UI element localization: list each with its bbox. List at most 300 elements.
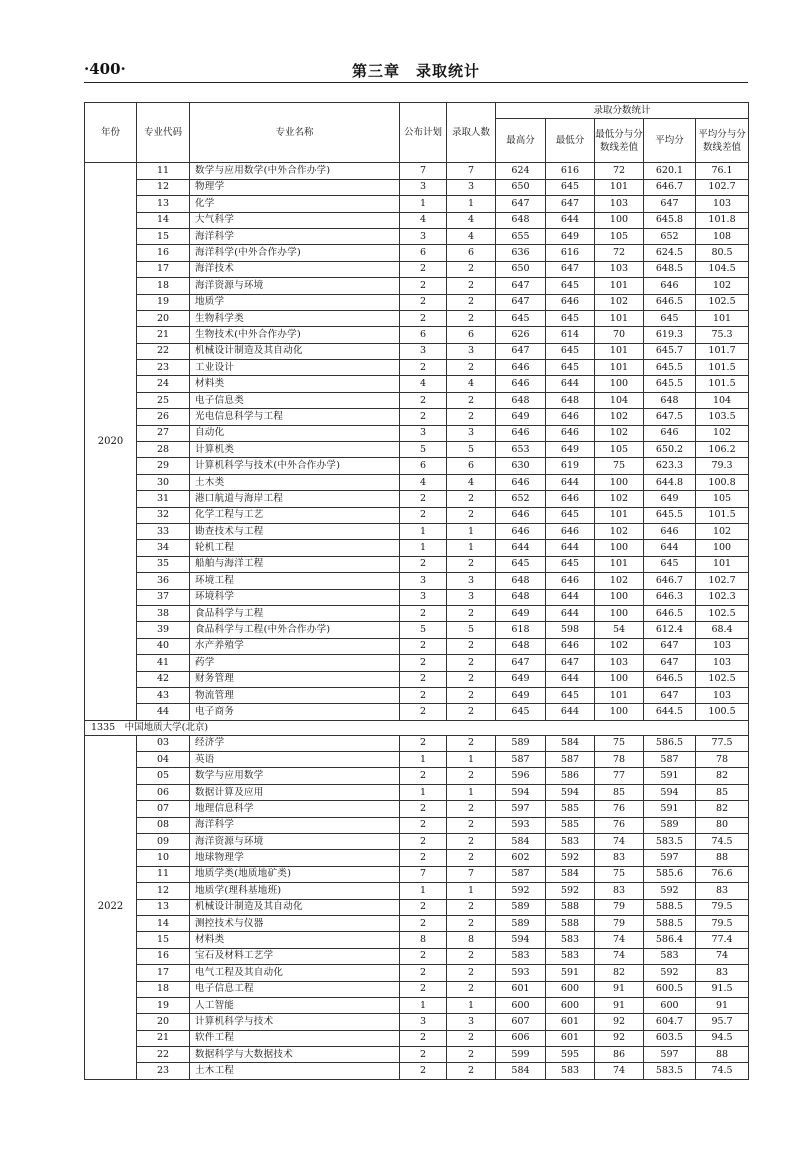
cell-name: 土木工程: [190, 1063, 400, 1079]
cell-name: 地质学(理科基地班): [190, 883, 400, 899]
cell-min_diff: 79: [595, 899, 644, 915]
table-row: [85, 573, 749, 589]
cell-avg: 647: [644, 638, 696, 654]
cell-max: 645: [496, 556, 546, 572]
table-row: [85, 589, 749, 605]
cell-code: 22: [137, 343, 190, 359]
cell-code: 33: [137, 523, 190, 539]
cell-name: 土木类: [190, 474, 400, 490]
cell-code: 13: [137, 196, 190, 212]
cell-admitted: 6: [447, 327, 496, 343]
cell-min_diff: 101: [595, 360, 644, 376]
cell-max: 600: [496, 997, 546, 1013]
cell-min: 646: [546, 573, 595, 589]
cell-admitted: 2: [447, 261, 496, 277]
cell-avg: 623.3: [644, 458, 696, 474]
cell-plan: 7: [400, 163, 447, 179]
cell-name: 机械设计制造及其自动化: [190, 343, 400, 359]
table-row: [85, 965, 749, 981]
cell-avg: 647: [644, 655, 696, 671]
cell-avg_diff: 91: [696, 997, 749, 1013]
admission-table: [84, 102, 749, 1080]
cell-name: 海洋科学(中外合作办学): [190, 245, 400, 261]
cell-avg_diff: 88: [696, 1047, 749, 1063]
cell-name: 海洋资源与环境: [190, 278, 400, 294]
cell-min_diff: 100: [595, 376, 644, 392]
cell-code: 19: [137, 997, 190, 1013]
cell-admitted: 1: [447, 196, 496, 212]
cell-code: 11: [137, 866, 190, 882]
cell-code: 22: [137, 1047, 190, 1063]
cell-min: 645: [546, 687, 595, 703]
cell-avg: 585.6: [644, 866, 696, 882]
table-row: [85, 997, 749, 1013]
cell-admitted: 7: [447, 866, 496, 882]
cell-min: 648: [546, 392, 595, 408]
cell-plan: 2: [400, 507, 447, 523]
cell-avg_diff: 103: [696, 655, 749, 671]
cell-min: 645: [546, 343, 595, 359]
cell-plan: 2: [400, 360, 447, 376]
cell-plan: 6: [400, 245, 447, 261]
cell-max: 589: [496, 899, 546, 915]
cell-plan: 1: [400, 540, 447, 556]
cell-avg: 646.7: [644, 573, 696, 589]
cell-code: 15: [137, 228, 190, 244]
cell-avg: 644.8: [644, 474, 696, 490]
page-header: [84, 56, 748, 82]
table-row: [85, 491, 749, 507]
cell-code: 38: [137, 605, 190, 621]
cell-plan: 2: [400, 294, 447, 310]
cell-avg: 619.3: [644, 327, 696, 343]
cell-max: 606: [496, 1030, 546, 1046]
cell-avg_diff: 101.5: [696, 376, 749, 392]
cell-admitted: 2: [447, 850, 496, 866]
cell-min_diff: 102: [595, 425, 644, 441]
cell-avg_diff: 82: [696, 768, 749, 784]
cell-name: 海洋资源与环境: [190, 834, 400, 850]
cell-min_diff: 83: [595, 850, 644, 866]
cell-admitted: 2: [447, 409, 496, 425]
table-row: [85, 915, 749, 931]
table-row: [85, 392, 749, 408]
cell-name: 地理信息科学: [190, 801, 400, 817]
cell-min_diff: 70: [595, 327, 644, 343]
cell-code: 10: [137, 850, 190, 866]
cell-code: 07: [137, 801, 190, 817]
table-row: [85, 245, 749, 261]
cell-name: 财务管理: [190, 671, 400, 687]
cell-name: 英语: [190, 752, 400, 768]
cell-code: 13: [137, 899, 190, 915]
table-row: [85, 883, 749, 899]
cell-admitted: 2: [447, 735, 496, 751]
cell-plan: 2: [400, 1047, 447, 1063]
cell-admitted: 6: [447, 458, 496, 474]
cell-name: 电子信息工程: [190, 981, 400, 997]
cell-admitted: 1: [447, 523, 496, 539]
cell-avg_diff: 74.5: [696, 834, 749, 850]
cell-admitted: 1: [447, 883, 496, 899]
cell-avg: 647: [644, 196, 696, 212]
cell-plan: 3: [400, 228, 447, 244]
cell-admitted: 2: [447, 1030, 496, 1046]
cell-avg: 645.5: [644, 360, 696, 376]
cell-name: 生物科学类: [190, 310, 400, 326]
cell-name: 勘查技术与工程: [190, 523, 400, 539]
cell-min_diff: 72: [595, 163, 644, 179]
cell-max: 646: [496, 360, 546, 376]
cell-admitted: 5: [447, 622, 496, 638]
cell-min_diff: 85: [595, 784, 644, 800]
cell-admitted: 3: [447, 425, 496, 441]
cell-min_diff: 74: [595, 1063, 644, 1079]
cell-admitted: 2: [447, 638, 496, 654]
cell-avg: 644: [644, 540, 696, 556]
cell-min_diff: 72: [595, 245, 644, 261]
table-row: [85, 261, 749, 277]
cell-avg_diff: 101: [696, 310, 749, 326]
cell-avg: 647.5: [644, 409, 696, 425]
cell-plan: 2: [400, 768, 447, 784]
cell-min: 588: [546, 899, 595, 915]
cell-plan: 2: [400, 899, 447, 915]
cell-plan: 3: [400, 589, 447, 605]
cell-admitted: 3: [447, 179, 496, 195]
cell-plan: 2: [400, 704, 447, 720]
cell-plan: 1: [400, 196, 447, 212]
cell-avg_diff: 104.5: [696, 261, 749, 277]
cell-avg: 588.5: [644, 915, 696, 931]
cell-admitted: 2: [447, 1047, 496, 1063]
cell-min: 600: [546, 997, 595, 1013]
cell-max: 599: [496, 1047, 546, 1063]
cell-plan: 4: [400, 474, 447, 490]
cell-avg_diff: 102.7: [696, 179, 749, 195]
table-row: [85, 360, 749, 376]
cell-max: 587: [496, 752, 546, 768]
cell-avg_diff: 102.3: [696, 589, 749, 605]
cell-max: 594: [496, 932, 546, 948]
page-number: ·400·: [84, 60, 126, 78]
table-row: [85, 1014, 749, 1030]
cell-avg: 646.3: [644, 589, 696, 605]
cell-avg_diff: 80: [696, 817, 749, 833]
cell-avg_diff: 85: [696, 784, 749, 800]
cell-code: 23: [137, 360, 190, 376]
cell-admitted: 2: [447, 948, 496, 964]
cell-avg: 589: [644, 817, 696, 833]
table-row: [85, 409, 749, 425]
cell-name: 食品科学与工程: [190, 605, 400, 621]
cell-code: 05: [137, 768, 190, 784]
cell-avg: 646: [644, 523, 696, 539]
cell-avg_diff: 101.7: [696, 343, 749, 359]
cell-plan: 7: [400, 866, 447, 882]
header-name: 专业名称: [190, 103, 400, 163]
cell-admitted: 2: [447, 965, 496, 981]
table-row: [85, 866, 749, 882]
cell-avg: 592: [644, 965, 696, 981]
cell-min: 600: [546, 981, 595, 997]
cell-code: 37: [137, 589, 190, 605]
cell-max: 648: [496, 589, 546, 605]
cell-avg_diff: 79.5: [696, 915, 749, 931]
table-row: [85, 752, 749, 768]
cell-avg_diff: 91.5: [696, 981, 749, 997]
table-row: [85, 179, 749, 195]
cell-admitted: 2: [447, 834, 496, 850]
cell-avg: 583: [644, 948, 696, 964]
cell-code: 32: [137, 507, 190, 523]
cell-admitted: 2: [447, 294, 496, 310]
cell-max: 649: [496, 687, 546, 703]
cell-plan: 2: [400, 310, 447, 326]
cell-admitted: 4: [447, 474, 496, 490]
cell-avg: 583.5: [644, 834, 696, 850]
cell-plan: 3: [400, 425, 447, 441]
cell-plan: 4: [400, 212, 447, 228]
cell-name: 数学与应用数学: [190, 768, 400, 784]
cell-max: 584: [496, 1063, 546, 1079]
cell-plan: 3: [400, 1014, 447, 1030]
cell-name: 数据计算及应用: [190, 784, 400, 800]
cell-min_diff: 75: [595, 866, 644, 882]
cell-min_diff: 100: [595, 605, 644, 621]
cell-plan: 2: [400, 801, 447, 817]
cell-admitted: 2: [447, 491, 496, 507]
cell-admitted: 2: [447, 687, 496, 703]
cell-avg_diff: 102.7: [696, 573, 749, 589]
cell-admitted: 2: [447, 278, 496, 294]
cell-admitted: 2: [447, 1063, 496, 1079]
table-row: [85, 278, 749, 294]
cell-min: 646: [546, 409, 595, 425]
cell-min_diff: 101: [595, 179, 644, 195]
cell-max: 655: [496, 228, 546, 244]
cell-name: 光电信息科学与工程: [190, 409, 400, 425]
cell-max: 646: [496, 507, 546, 523]
cell-admitted: 2: [447, 671, 496, 687]
cell-plan: 2: [400, 834, 447, 850]
cell-min_diff: 102: [595, 409, 644, 425]
cell-min_diff: 102: [595, 491, 644, 507]
university-row: [85, 720, 749, 735]
cell-name: 药学: [190, 655, 400, 671]
cell-min_diff: 76: [595, 801, 644, 817]
table-row: [85, 523, 749, 539]
cell-plan: 1: [400, 997, 447, 1013]
table-row: [85, 458, 749, 474]
cell-avg_diff: 103: [696, 687, 749, 703]
cell-min: 583: [546, 1063, 595, 1079]
cell-code: 03: [137, 735, 190, 751]
header-avg-diff: 平均分与分数线差值: [696, 119, 749, 163]
cell-name: 地质学类(地质地矿类): [190, 866, 400, 882]
cell-avg: 645.8: [644, 212, 696, 228]
cell-max: 583: [496, 948, 546, 964]
cell-max: 648: [496, 638, 546, 654]
cell-name: 经济学: [190, 735, 400, 751]
cell-min: 619: [546, 458, 595, 474]
cell-plan: 2: [400, 278, 447, 294]
cell-plan: 3: [400, 179, 447, 195]
cell-code: 20: [137, 1014, 190, 1030]
cell-code: 44: [137, 704, 190, 720]
cell-avg: 646.5: [644, 294, 696, 310]
cell-min_diff: 101: [595, 507, 644, 523]
cell-plan: 2: [400, 556, 447, 572]
cell-admitted: 4: [447, 212, 496, 228]
cell-code: 40: [137, 638, 190, 654]
cell-code: 12: [137, 179, 190, 195]
cell-max: 646: [496, 376, 546, 392]
cell-name: 数据科学与大数据技术: [190, 1047, 400, 1063]
cell-name: 机械设计制造及其自动化: [190, 899, 400, 915]
cell-plan: 5: [400, 622, 447, 638]
cell-plan: 1: [400, 784, 447, 800]
cell-min: 601: [546, 1014, 595, 1030]
cell-admitted: 8: [447, 932, 496, 948]
cell-admitted: 2: [447, 556, 496, 572]
cell-avg: 591: [644, 768, 696, 784]
cell-code: 09: [137, 834, 190, 850]
cell-plan: 2: [400, 409, 447, 425]
table-row: [85, 1047, 749, 1063]
cell-plan: 6: [400, 458, 447, 474]
cell-admitted: 3: [447, 1014, 496, 1030]
cell-code: 27: [137, 425, 190, 441]
cell-max: 647: [496, 294, 546, 310]
cell-code: 25: [137, 392, 190, 408]
cell-avg: 603.5: [644, 1030, 696, 1046]
cell-avg_diff: 101.8: [696, 212, 749, 228]
cell-name: 人工智能: [190, 997, 400, 1013]
cell-max: 624: [496, 163, 546, 179]
cell-min: 585: [546, 817, 595, 833]
cell-max: 649: [496, 671, 546, 687]
cell-name: 软件工程: [190, 1030, 400, 1046]
cell-max: 584: [496, 834, 546, 850]
cell-min_diff: 75: [595, 735, 644, 751]
cell-name: 海洋科学: [190, 817, 400, 833]
cell-min_diff: 101: [595, 310, 644, 326]
cell-plan: 5: [400, 442, 447, 458]
cell-avg_diff: 102: [696, 425, 749, 441]
cell-max: 647: [496, 343, 546, 359]
cell-avg_diff: 102.5: [696, 605, 749, 621]
cell-admitted: 3: [447, 573, 496, 589]
cell-avg: 645.7: [644, 343, 696, 359]
cell-admitted: 1: [447, 752, 496, 768]
cell-min_diff: 83: [595, 883, 644, 899]
cell-min: 616: [546, 245, 595, 261]
cell-min_diff: 103: [595, 196, 644, 212]
cell-admitted: 1: [447, 997, 496, 1013]
cell-name: 材料类: [190, 376, 400, 392]
cell-avg_diff: 74.5: [696, 1063, 749, 1079]
cell-plan: 2: [400, 948, 447, 964]
cell-name: 计算机科学与技术(中外合作办学): [190, 458, 400, 474]
cell-avg_diff: 100: [696, 540, 749, 556]
cell-min: 644: [546, 540, 595, 556]
cell-code: 29: [137, 458, 190, 474]
cell-max: 648: [496, 212, 546, 228]
cell-avg: 586.5: [644, 735, 696, 751]
cell-name: 物流管理: [190, 687, 400, 703]
header-code: 专业代码: [137, 103, 190, 163]
cell-code: 21: [137, 1030, 190, 1046]
table-row: [85, 376, 749, 392]
cell-max: 649: [496, 605, 546, 621]
cell-avg: 648: [644, 392, 696, 408]
cell-code: 36: [137, 573, 190, 589]
cell-min_diff: 74: [595, 948, 644, 964]
cell-code: 15: [137, 932, 190, 948]
cell-min: 583: [546, 834, 595, 850]
cell-min: 644: [546, 589, 595, 605]
cell-min: 591: [546, 965, 595, 981]
cell-min: 645: [546, 179, 595, 195]
header-year: 年份: [85, 103, 137, 163]
university-name: 1335 中国地质大学(北京): [85, 720, 749, 735]
cell-name: 数学与应用数学(中外合作办学): [190, 163, 400, 179]
cell-avg_diff: 101.5: [696, 507, 749, 523]
cell-avg_diff: 83: [696, 883, 749, 899]
cell-min: 583: [546, 932, 595, 948]
cell-avg_diff: 103: [696, 196, 749, 212]
year-cell: 2020: [85, 163, 137, 720]
cell-min_diff: 104: [595, 392, 644, 408]
cell-admitted: 2: [447, 817, 496, 833]
cell-avg_diff: 101: [696, 556, 749, 572]
cell-max: 653: [496, 442, 546, 458]
cell-avg_diff: 68.4: [696, 622, 749, 638]
cell-avg_diff: 103: [696, 638, 749, 654]
table-row: [85, 212, 749, 228]
cell-min_diff: 77: [595, 768, 644, 784]
cell-avg: 646.7: [644, 179, 696, 195]
table-row: [85, 474, 749, 490]
cell-min: 616: [546, 163, 595, 179]
cell-avg: 624.5: [644, 245, 696, 261]
header-avg: 平均分: [644, 119, 696, 163]
cell-name: 宝石及材料工艺学: [190, 948, 400, 964]
cell-plan: 2: [400, 261, 447, 277]
cell-min: 645: [546, 310, 595, 326]
cell-plan: 8: [400, 932, 447, 948]
table-row: [85, 687, 749, 703]
cell-admitted: 2: [447, 605, 496, 621]
cell-name: 地质学: [190, 294, 400, 310]
cell-min_diff: 100: [595, 540, 644, 556]
header-min: 最低分: [546, 119, 595, 163]
cell-avg_diff: 108: [696, 228, 749, 244]
table-row: [85, 228, 749, 244]
table-row: [85, 850, 749, 866]
cell-avg_diff: 80.5: [696, 245, 749, 261]
cell-avg_diff: 79.5: [696, 899, 749, 915]
cell-max: 646: [496, 425, 546, 441]
cell-admitted: 7: [447, 163, 496, 179]
cell-plan: 2: [400, 655, 447, 671]
table-row: [85, 704, 749, 720]
cell-admitted: 2: [447, 310, 496, 326]
cell-max: 646: [496, 523, 546, 539]
cell-min_diff: 100: [595, 671, 644, 687]
cell-plan: 2: [400, 671, 447, 687]
